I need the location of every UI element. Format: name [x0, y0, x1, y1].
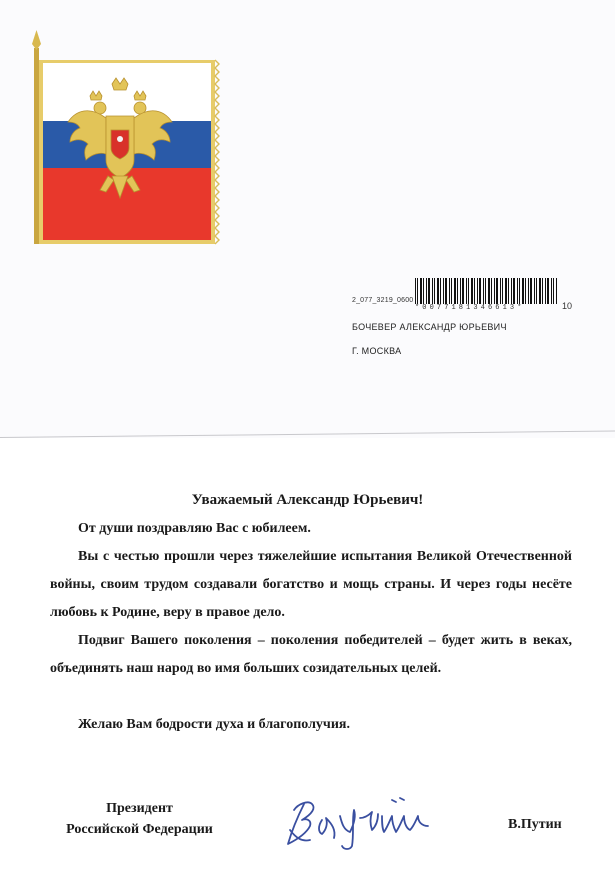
signatory-title: [52, 798, 227, 840]
signatory-name: В.Путин: [508, 817, 562, 832]
handwritten-signature: [282, 790, 447, 852]
signatory-title-line-2: Российской Федерации: [66, 822, 213, 837]
signature-text: ВПутин: [362, 850, 366, 851]
paragraph-war: Вы с честью прошли через тяжелейшие испытания Великой Отечественной войны, своим трудом создавали богатство и мощь страны. И через годы несёте любовь к Родине, веру в правое дело.: [50, 549, 572, 620]
barcode-digits: *0077181346613*: [415, 304, 525, 312]
state-flag-emblem: [20, 26, 220, 246]
barcode-suffix: 10: [562, 301, 573, 311]
rider-icon: [117, 136, 123, 142]
recipient-city: Г. МОСКВА: [352, 346, 402, 356]
paragraph-greeting: От души поздравляю Вас с юбилеем.: [78, 521, 311, 536]
signatory-title-line-1: Президент: [106, 801, 173, 816]
flag-white-stripe: [43, 63, 211, 121]
paragraph-generation: Подвиг Вашего поколения – поколения победителей – будет жить в веках, объединять наш народ во имя больших созидательных целей.: [50, 633, 572, 676]
barcode-code: 2_077_3219_0600: [352, 297, 414, 304]
coat-of-arms-shield-icon: [111, 130, 129, 159]
flagpole: [34, 48, 39, 244]
barcode: [415, 278, 557, 304]
salutation: Уважаемый Александр Юрьевич!: [191, 492, 424, 508]
flagpole-finial-icon: [32, 30, 41, 50]
paragraph-wishes: Желаю Вам бодрости духа и благополучия.: [78, 717, 350, 732]
recipient-name: БОЧЕВЕР АЛЕКСАНДР ЮРЬЕВИЧ: [352, 322, 507, 332]
